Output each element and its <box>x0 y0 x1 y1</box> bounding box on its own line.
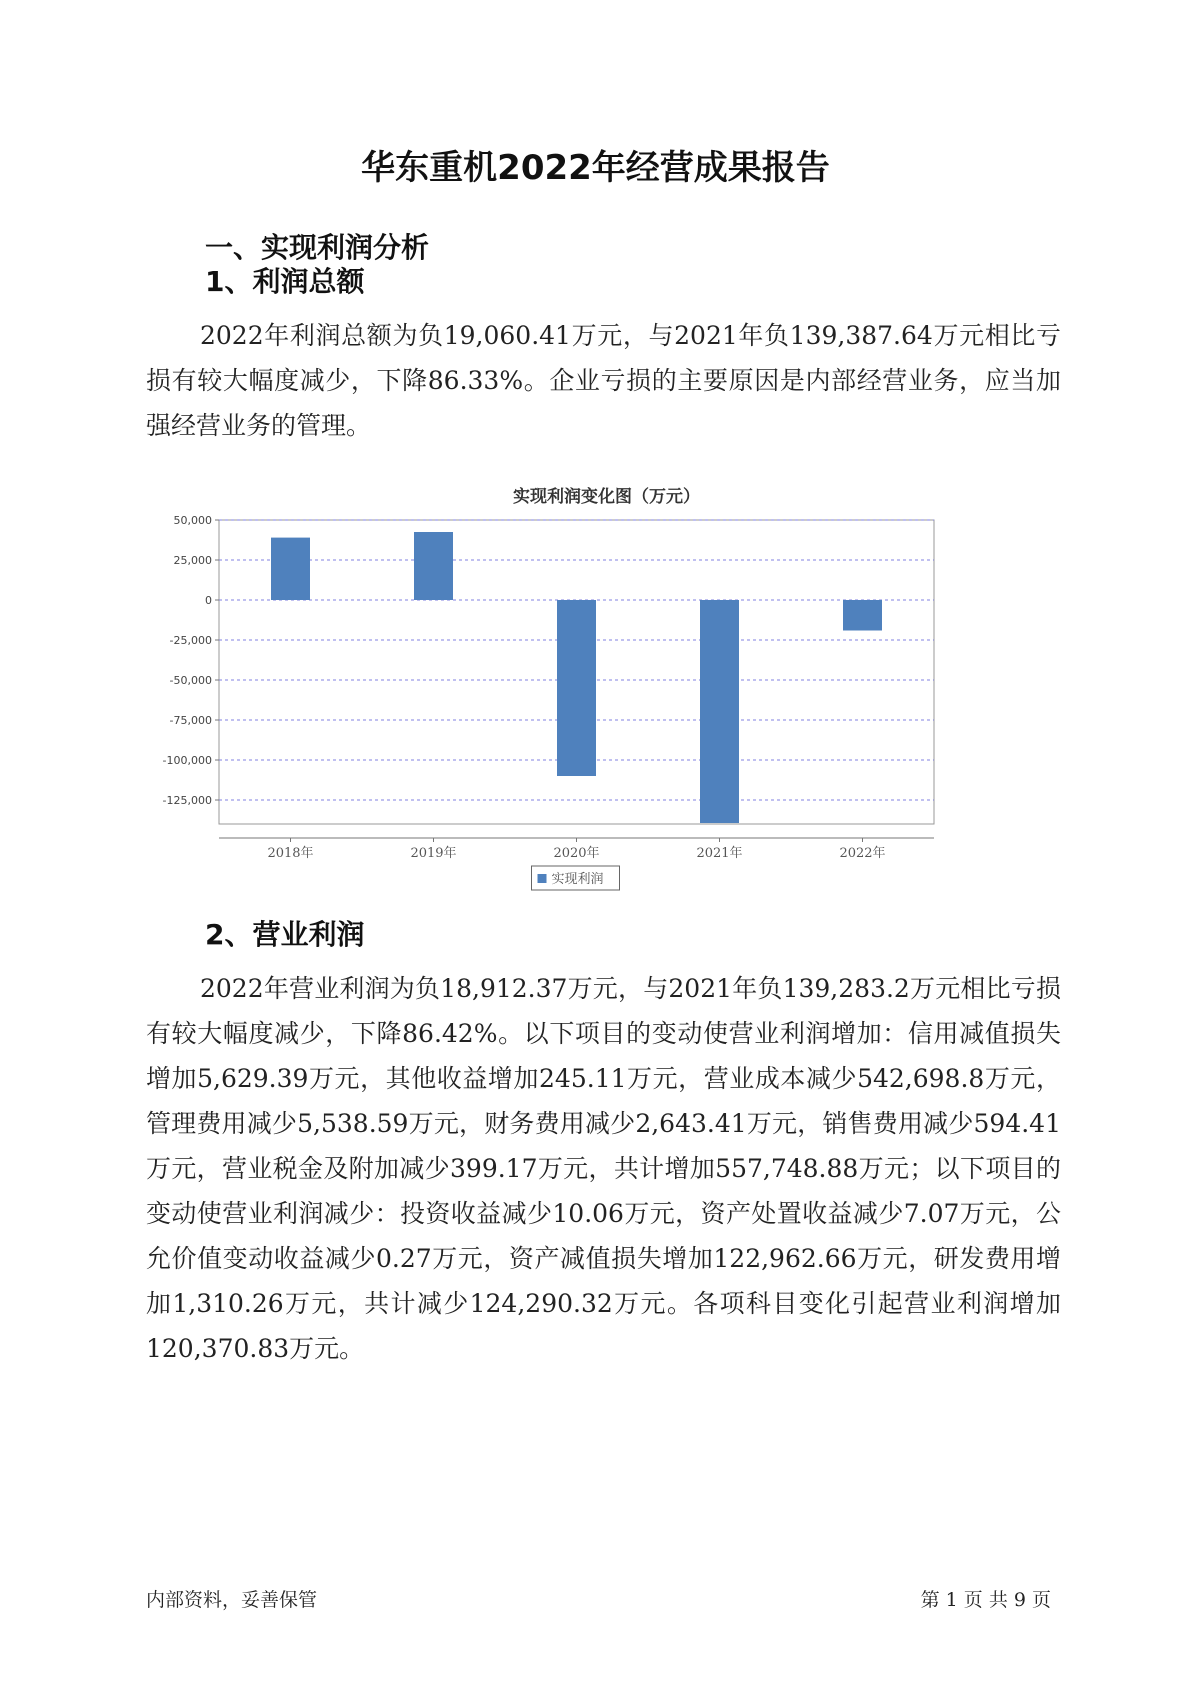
x-tick-label: 2022年 <box>839 846 886 861</box>
bar <box>557 600 596 776</box>
legend-label: 实现利润 <box>551 872 604 887</box>
bar <box>414 532 453 600</box>
x-tick-label: 2020年 <box>553 846 600 861</box>
profit-chart-svg <box>146 487 1046 968</box>
footer-confidential-note: 内部资料，妥善保管 <box>146 1589 318 1611</box>
y-tick-label: 0 <box>205 594 212 607</box>
legend-swatch <box>538 874 547 883</box>
bar <box>843 600 882 630</box>
page-title: 华东重机2022年经营成果报告 <box>361 148 830 188</box>
y-tick-label: 50,000 <box>173 514 212 527</box>
section-heading-profit-analysis: 一、实现利润分析 <box>205 231 430 264</box>
y-tick-label: -125,000 <box>162 794 212 807</box>
bar <box>271 538 310 600</box>
subsection-heading-operating-profit: 2、营业利润 <box>205 918 365 951</box>
y-tick-label: 25,000 <box>173 554 212 567</box>
y-tick-label: -75,000 <box>169 714 212 727</box>
total-profit-paragraph: 2022年利润总额为负19,060.41万元，与2021年负139,387.64万元相比亏损有较大幅度减少，下降86.33%。企业亏损的主要原因是内部经营业务，应当加强经营业务的管理。 <box>146 321 1061 440</box>
y-tick-label: -25,000 <box>169 634 212 647</box>
subsection-heading-total-profit: 1、利润总额 <box>205 265 365 298</box>
profit-chart <box>146 487 1046 968</box>
x-tick-label: 2021年 <box>696 846 743 861</box>
y-tick-label: -50,000 <box>169 674 212 687</box>
bar <box>700 600 739 823</box>
y-tick-label: -100,000 <box>162 754 212 767</box>
x-tick-label: 2019年 <box>410 846 457 861</box>
operating-profit-paragraph: 2022年营业利润为负18,912.37万元，与2021年负139,283.2万元相比亏损有较大幅度减少，下降86.42%。以下项目的变动使营业利润增加：信用减值损失增加5,629.39万元，其他收益增加245.11万元，营业成本减少542,698.8万元，管理费用减少5,538.59万元，财务费用减少2,643.41万元，销售费用减少594.41万元，营业税金及附加减少399.17万元，共计增加557,748.88万元；以下项目的变动使营业利润减少：投资收益减少10.06万元，资产处置收益减少7.07万元，公允价值变动收益减少0.27万元，资产减值损失增加122,962.66万元，研发费用增加1,310.26万元，共计减少124,290.32万元。各项科目变化引起营业利润增加120,370.83万元。 <box>146 974 1061 1363</box>
footer-page-number: 第 1 页 共 9 页 <box>920 1589 1051 1611</box>
chart-title: 实现利润变化图（万元） <box>513 487 700 507</box>
x-tick-label: 2018年 <box>267 846 314 861</box>
